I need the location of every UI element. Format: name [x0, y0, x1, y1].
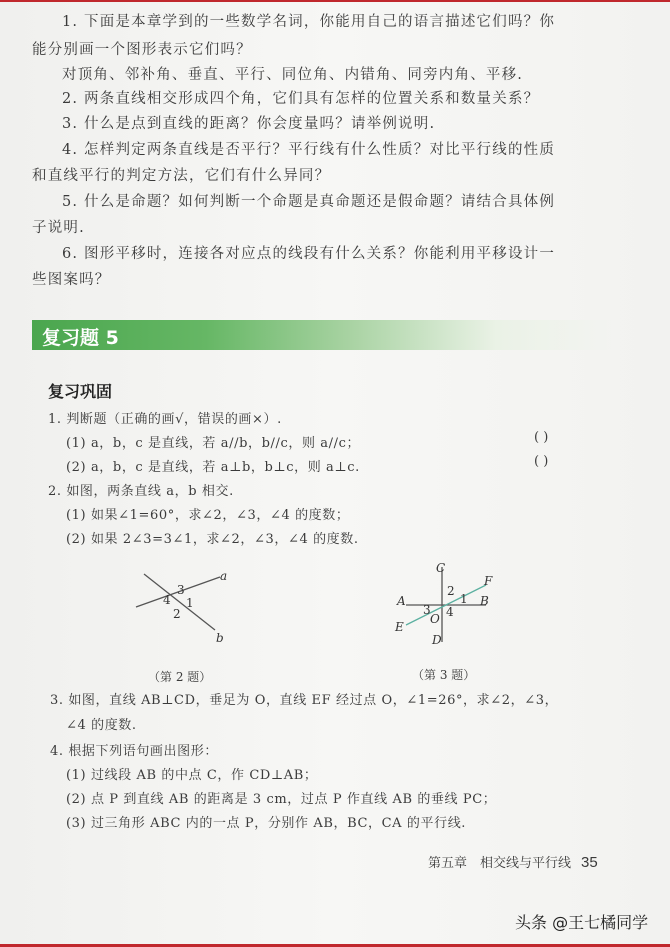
watermark: 头条 @王七橘同学: [515, 913, 649, 932]
question-line: 些图案吗？: [32, 272, 111, 288]
exercise-4-2: (2) 点 P 到直线 AB 的距离是 3 cm，过点 P 作直线 AB 的垂线 PC；: [66, 792, 497, 807]
exercise-1-2: (2) a，b，c 是直线，若 a⊥b，b⊥c，则 a⊥c.: [66, 460, 360, 475]
label-d: D: [432, 633, 442, 647]
section-banner: [32, 320, 612, 350]
page-number: 35: [581, 854, 598, 871]
label-b: b: [216, 631, 224, 645]
exercise-3: 3. 如图，直线 AB⊥CD，垂足为 O，直线 EF 经过点 O，∠1=26°，求∠2，∠3，: [50, 693, 559, 708]
question-line: 能分别画一个图形表示它们吗？: [32, 42, 252, 58]
angle-2: 2: [447, 584, 455, 598]
label-o: O: [430, 612, 440, 626]
answer-blank: ( ): [534, 430, 549, 445]
exercise-2: 2. 如图，两条直线 a，b 相交.: [48, 484, 234, 499]
exercise-4-1: (1) 过线段 AB 的中点 C，作 CD⊥AB；: [66, 768, 318, 783]
question-line: 4. 怎样判定两条直线是否平行？平行线有什么性质？对比平行线的性质: [62, 142, 556, 158]
angle-2: 2: [173, 607, 181, 621]
label-b: B: [480, 594, 489, 608]
exercise-4-3: (3) 过三角形 ABC 内的一点 P，分别作 AB，BC，CA 的平行线.: [66, 816, 467, 831]
exercise-1-1: (1) a，b，c 是直线，若 a//b，b//c，则 a//c；: [66, 436, 361, 451]
question-line: 1. 下面是本章学到的一些数学名词，你能用自己的语言描述它们吗？你: [62, 14, 556, 30]
label-e: E: [395, 620, 404, 634]
exercise-4: 4. 根据下列语句画出图形：: [50, 744, 218, 759]
question-line: 对顶角、邻补角、垂直、平行、同位角、内错角、同旁内角、平移.: [62, 67, 524, 83]
angle-4: 4: [163, 593, 171, 607]
exercise-2-1: (1) 如果∠1=60°，求∠2，∠3，∠4 的度数；: [66, 508, 350, 523]
angle-3: 3: [423, 603, 431, 617]
textbook-page: [0, 2, 670, 944]
answer-blank: ( ): [534, 454, 549, 469]
exercise-2-2: (2) 如果 2∠3=3∠1，求∠2，∠3，∠4 的度数.: [66, 532, 359, 547]
figure-3-diagram: [392, 562, 502, 647]
chapter-title: 第五章 相交线与平行线: [428, 856, 572, 871]
question-line: 2. 两条直线相交形成四个角，它们具有怎样的位置关系和数量关系？: [62, 91, 540, 107]
page-footer: [428, 852, 598, 871]
question-line: 5. 什么是命题？如何判断一个命题是真命题还是假命题？请结合具体例: [62, 194, 556, 210]
figure-2-diagram: [130, 567, 240, 647]
section-title: 复习题 5: [42, 327, 119, 349]
label-f: F: [484, 574, 493, 588]
figure-3-caption: （第 3 题）: [412, 668, 476, 682]
angle-3: 3: [177, 583, 185, 597]
subsection-title: 复习巩固: [48, 382, 113, 401]
angle-1: 1: [460, 592, 468, 606]
exercise-1: 1. 判断题（正确的画√，错误的画×）.: [48, 412, 282, 427]
question-line: 和直线平行的判定方法，它们有什么异同？: [32, 168, 331, 184]
figure-2-caption: （第 2 题）: [148, 670, 212, 684]
angle-4: 4: [446, 605, 454, 619]
label-c: C: [436, 562, 446, 575]
exercise-3-cont: ∠4 的度数.: [66, 718, 137, 733]
angle-1: 1: [186, 596, 194, 610]
question-line: 3. 什么是点到直线的距离？你会度量吗？请举例说明.: [62, 116, 436, 132]
label-a: a: [220, 569, 228, 583]
label-a: A: [397, 594, 406, 608]
question-line: 6. 图形平移时，连接各对应点的线段有什么关系？你能利用平移设计一: [62, 246, 556, 262]
question-line: 子说明.: [32, 220, 85, 236]
